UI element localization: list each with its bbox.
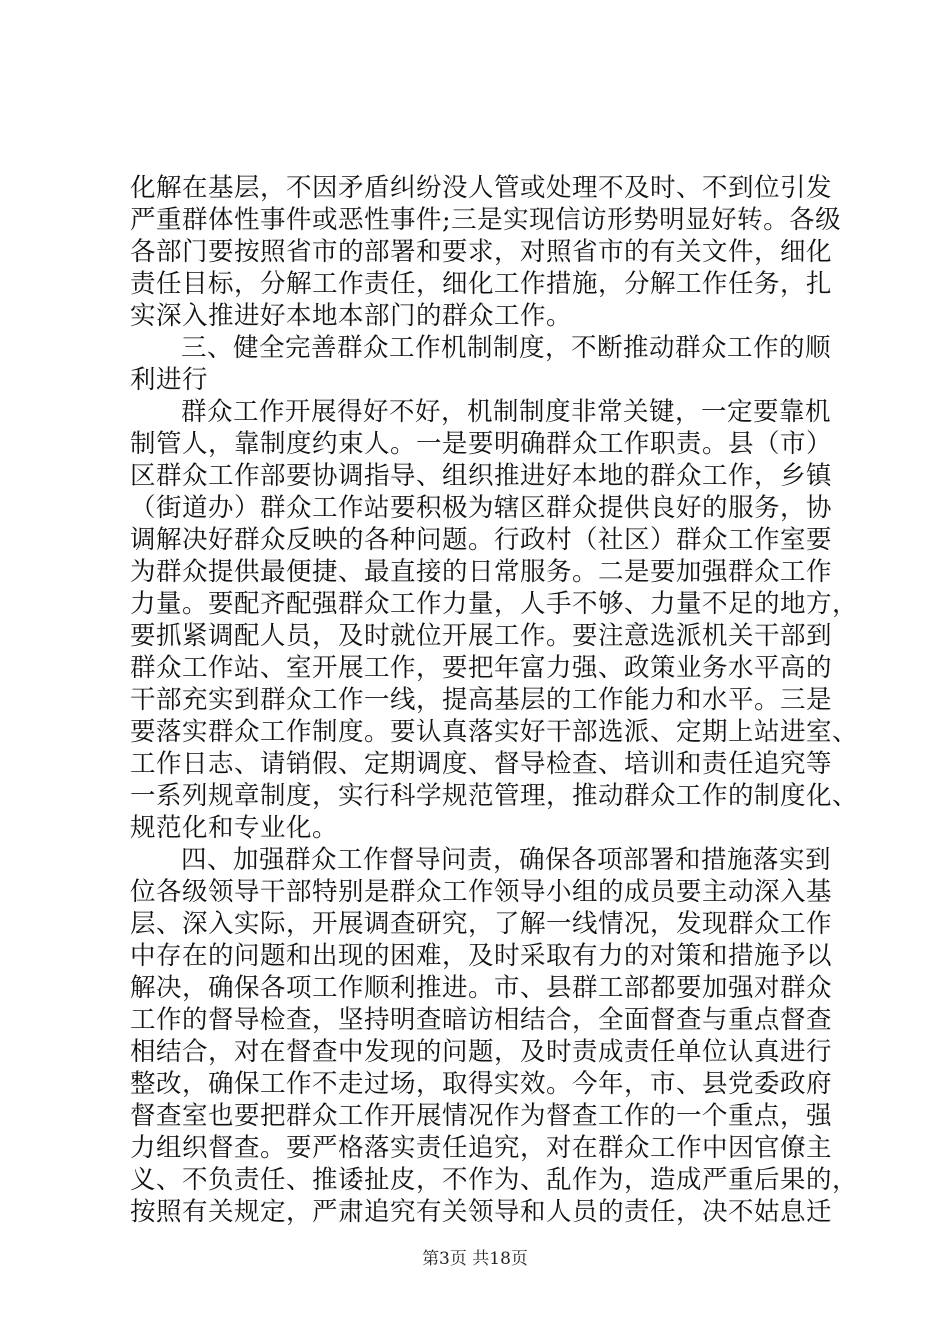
section-heading: 四、加强群众工作督导问责，确保各项部署和措施落实到 bbox=[181, 845, 832, 875]
text-line: 整改，确保工作不走过场，取得实效。今年，市、县党委政府 bbox=[130, 1069, 833, 1099]
text-line: 力组织督查。要严格落实责任追究，对在群众工作中因官僚主 bbox=[130, 1133, 833, 1163]
text-line: 实深入推进好本地本部门的群众工作。 bbox=[130, 301, 573, 331]
text-line: 按照有关规定，严肃追究有关领导和人员的责任，决不姑息迁 bbox=[130, 1197, 833, 1227]
text-line: 严重群体性事件或恶性事件;三是实现信访形势明显好转。各级 bbox=[130, 205, 842, 235]
text-line: 调解决好群众反映的各种问题。行政村（社区）群众工作室要 bbox=[130, 525, 833, 555]
text-line: 群众工作开展得好不好，机制制度非常关键，一定要靠机 bbox=[181, 397, 832, 427]
text-line: 各部门要按照省市的部署和要求，对照省市的有关文件，细化 bbox=[130, 237, 833, 267]
text-line: 区群众工作部要协调指导、组织推进好本地的群众工作，乡镇 bbox=[130, 461, 833, 491]
text-line: 位各级领导干部特别是群众工作领导小组的成员要主动深入基 bbox=[130, 877, 833, 907]
text-line: 要抓紧调配人员，及时就位开展工作。要注意选派机关干部到 bbox=[130, 621, 833, 651]
text-line: 责任目标，分解工作责任，细化工作措施，分解工作任务，扎 bbox=[130, 269, 833, 299]
text-line: 层、深入实际，开展调查研究，了解一线情况，发现群众工作 bbox=[130, 909, 833, 939]
body-text bbox=[130, 172, 859, 1228]
text-line: 规范化和专业化。 bbox=[130, 813, 339, 843]
text-line: 干部充实到群众工作一线，提高基层的工作能力和水平。三是 bbox=[130, 685, 833, 715]
text-line: 解决，确保各项工作顺利推进。市、县群工部都要加强对群众 bbox=[130, 973, 833, 1003]
text-line: 义、不负责任、推诿扯皮，不作为、乱作为，造成严重后果的， bbox=[130, 1165, 859, 1195]
text-line: 一系列规章制度，实行科学规范管理，推动群众工作的制度化、 bbox=[130, 781, 859, 811]
text-line: 督查室也要把群众工作开展情况作为督查工作的一个重点，强 bbox=[130, 1101, 833, 1131]
text-line: 群众工作站、室开展工作，要把年富力强、政策业务水平高的 bbox=[130, 653, 833, 683]
text-line: 力量。要配齐配强群众工作力量，人手不够、力量不足的地方， bbox=[130, 589, 859, 619]
section-heading-cont: 利进行 bbox=[130, 365, 209, 395]
text-line: 工作的督导检查，坚持明查暗访相结合，全面督查与重点督查 bbox=[130, 1005, 833, 1035]
text-line: 要落实群众工作制度。要认真落实好干部选派、定期上站进室、 bbox=[130, 717, 859, 747]
section-heading: 三、健全完善群众工作机制制度，不断推动群众工作的顺 bbox=[181, 333, 832, 363]
text-line: （街道办）群众工作站要积极为辖区群众提供良好的服务，协 bbox=[130, 493, 833, 523]
text-line: 化解在基层，不因矛盾纠纷没人管或处理不及时、不到位引发 bbox=[130, 173, 833, 203]
text-line: 工作日志、请销假、定期调度、督导检查、培训和责任追究等 bbox=[130, 749, 833, 779]
text-line: 制管人，靠制度约束人。一是要明确群众工作职责。县（市） bbox=[130, 429, 833, 459]
text-line: 中存在的问题和出现的困难，及时采取有力的对策和措施予以 bbox=[130, 941, 833, 971]
text-line: 相结合，对在督查中发现的问题，及时责成责任单位认真进行 bbox=[130, 1037, 833, 1067]
page-footer: 第3页 共18页 bbox=[422, 1249, 528, 1269]
text-line: 为群众提供最便捷、最直接的日常服务。二是要加强群众工作 bbox=[130, 557, 833, 587]
